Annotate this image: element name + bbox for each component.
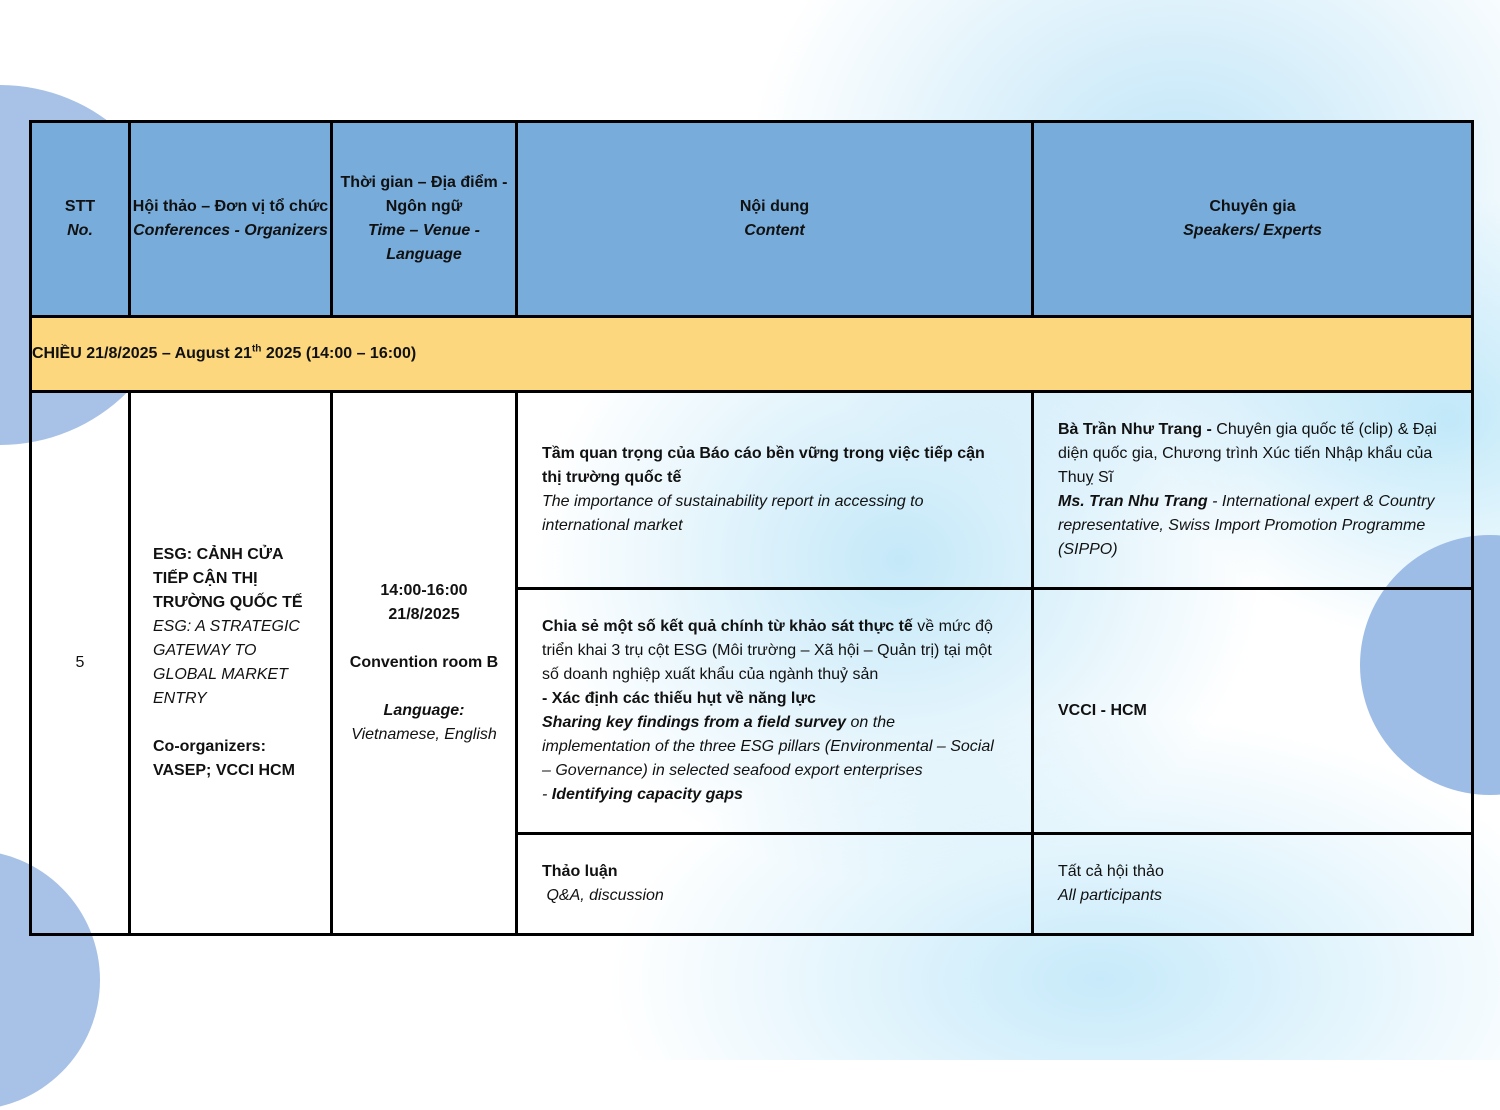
content-cell <box>517 834 1033 935</box>
session-superscript: th <box>251 343 262 355</box>
session-row <box>31 317 1473 392</box>
speaker-en: All participants <box>1058 887 1163 904</box>
speaker-role-en: - International expert & Country representative, Swiss Import Promotion Programme (SIPPO) <box>1058 493 1435 558</box>
header-time-vi: Thời gian – Địa điểm - Ngôn ngữ <box>340 174 508 215</box>
header-no-en: No. <box>67 222 93 239</box>
content-en-rest: on the implementation of the three ESG pillars (Environmental – Social – Governance) in selected seafood export enterprises <box>542 714 994 779</box>
co-organizers-label: Co-organizers: <box>153 738 266 755</box>
header-no <box>31 122 130 317</box>
schedule-table <box>29 120 1474 936</box>
speaker-role-vi: Chuyên gia quốc tế (clip) & Đại diện quốc gia, Chương trình Xúc tiến Nhập khẩu của Thuỵ Sĩ <box>1058 421 1437 486</box>
header-conferences <box>130 122 332 317</box>
session-time: 14:00-16:00 <box>380 582 468 599</box>
header-speaker-en: Speakers/ Experts <box>1183 222 1322 239</box>
header-no-vi: STT <box>64 198 96 215</box>
time-venue-cell <box>332 392 517 935</box>
content-vi-point: - Xác định các thiếu hụt về năng lực <box>542 690 816 707</box>
speaker-name-vi: Bà Trần Như Trang - <box>1058 421 1212 438</box>
content-en-bold: Sharing key findings from a field survey <box>542 714 847 731</box>
conference-title-en: ESG: A STRATEGIC GATEWAY TO GLOBAL MARKET ENTRY <box>153 618 300 707</box>
content-en-point-prefix: - <box>542 786 552 803</box>
speaker-org: VCCI - HCM <box>1058 702 1147 719</box>
content-vi-rest: về mức độ triển khai 3 trụ cột ESG (Môi trường – Xã hội – Quản trị) tại một số doanh nghiệp xuất khẩu của ngành thuỷ sản <box>542 618 993 683</box>
content-en: The importance of sustainability report in accessing to international market <box>542 493 924 534</box>
header-content-en: Content <box>744 222 805 239</box>
session-title <box>31 317 1473 392</box>
conference-title-vi: ESG: CẢNH CỬA TIẾP CẬN THỊ TRƯỜNG QUỐC TẾ <box>153 546 303 611</box>
content-vi-bold: Chia sẻ một số kết quả chính từ khảo sát thực tế <box>542 618 913 635</box>
language-label: Language: <box>383 702 465 719</box>
header-content-vi: Nội dung <box>739 198 810 215</box>
content-vi: Thảo luận <box>542 863 618 880</box>
content-vi: Tầm quan trọng của Báo cáo bền vững trong việc tiếp cận thị trường quốc tế <box>542 445 985 486</box>
row-number: 5 <box>31 392 130 935</box>
venue: Convention room B <box>349 654 499 671</box>
content-cell <box>517 392 1033 589</box>
session-suffix: 2025 (14:00 – 16:00) <box>261 345 417 362</box>
content-en-point: Identifying capacity gaps <box>551 786 743 803</box>
header-conf-en: Conferences - Organizers <box>133 222 328 239</box>
content-en: Q&A, discussion <box>542 887 664 904</box>
header-conf-vi: Hội thảo – Đơn vị tổ chức <box>132 198 329 215</box>
language-value: Vietnamese, English <box>351 726 497 743</box>
speaker-cell <box>1033 834 1473 935</box>
header-time-en: Time – Venue - Language <box>367 222 481 263</box>
header-content <box>517 122 1033 317</box>
header-time-venue <box>332 122 517 317</box>
session-prefix: CHIỀU 21/8/2025 – August 21 <box>32 345 252 362</box>
content-cell <box>517 589 1033 834</box>
speaker-name-en: Ms. Tran Nhu Trang <box>1058 493 1208 510</box>
speaker-cell <box>1033 392 1473 589</box>
header-speakers <box>1033 122 1473 317</box>
header-speaker-vi: Chuyên gia <box>1209 198 1296 215</box>
header-row <box>31 122 1473 317</box>
speaker-cell <box>1033 589 1473 834</box>
speaker-vi: Tất cả hội thảo <box>1058 863 1164 880</box>
session-date: 21/8/2025 <box>388 606 460 623</box>
table-row <box>31 392 1473 589</box>
conference-cell <box>130 392 332 935</box>
co-organizers-value: VASEP; VCCI HCM <box>153 762 295 779</box>
